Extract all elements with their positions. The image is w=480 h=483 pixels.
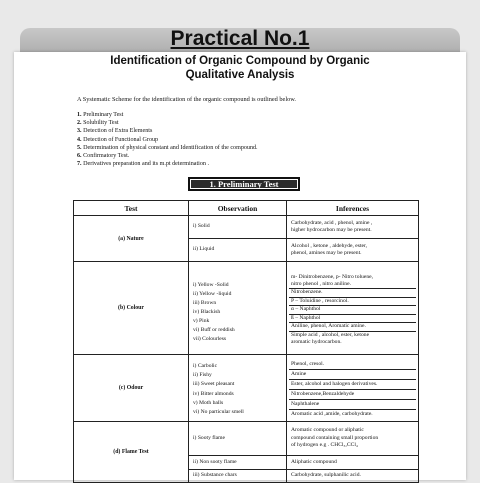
table-header-row <box>74 201 419 216</box>
table-row <box>74 422 419 456</box>
inference-cell: Aromatic compound or aliphatic compound containing small proportion of hydrogen e.g . CHCl₃,CCl₄ <box>287 422 419 456</box>
table-row <box>74 355 419 422</box>
observation-cell: ii) Non sooty flame <box>189 456 287 469</box>
page-title: Practical No.1 <box>170 27 310 50</box>
step-item: 2. Solubility Test <box>77 120 119 127</box>
step-item: 3. Detection of Extra Elements <box>77 128 153 135</box>
header-test: Test <box>74 201 189 216</box>
section-heading-box <box>188 177 300 191</box>
table-row <box>74 216 419 239</box>
inference-cell: Aliphatic compound <box>287 456 419 469</box>
page-subtitle: Identification of Organic Compound by Organic Qualitative Analysis <box>110 55 370 81</box>
inference-cell: Alcohol , ketone , aldehyde, ester, phenol, amines may be present. <box>287 239 419 262</box>
test-name: (b) Colour <box>74 262 189 355</box>
header-inferences: Inferences <box>287 201 419 216</box>
observation-cell: i) Sooty flame <box>189 422 287 456</box>
test-name: (d) Flame Test <box>74 422 189 483</box>
observation-cell: i) Solid <box>189 216 287 239</box>
inference-cell: Phenol, cresol. Amine Ester, alcohol and halogen derivatives. Nitrobenzene,Benzaldehyde Naphthalene Aromatic acid ,amide, carbohydrate. <box>287 355 419 422</box>
step-item: 5. Determination of physical constant and Identification of the compound. <box>77 144 258 151</box>
test-name: (c) Odour <box>74 355 189 422</box>
step-item: 4. Detection of Functional Group <box>77 136 159 143</box>
preliminary-test-table <box>73 200 419 483</box>
section-heading: 1. Preliminary Test <box>191 180 297 188</box>
inference-cell: Carbohydrate, acid , phenol, amine , higher hydrocarbon may be present. <box>287 216 419 239</box>
observation-cell: iii) Substance chars <box>189 469 287 482</box>
inference-cell: m- Dinitrobenzene, p- Nitro toluene, nitro phenol , nitro aniline. Nitrobenzene. P – Toluidine , resorcinol. α – Naphthol ß – Naphthol Aniline, phenol, Aromatic amine. Simple acid , alcohol, ester, ketone aromatic hydrocarbon. <box>287 262 419 355</box>
steps-list <box>77 111 258 168</box>
observation-cell: i) Yellow -Solid ii) Yellow -liquid iii) Brown iv) Blackish v) Pink vi) Buff or reddish vii) Colourless <box>189 262 287 355</box>
observation-cell: i) Carbolic ii) Fishy iii) Sweet pleasant iv) Bitter almonds v) Moth balls vi) No particular smell <box>189 355 287 422</box>
step-item: 1. Preliminary Test <box>77 112 124 118</box>
test-name: (a) Nature <box>74 216 189 262</box>
step-item: 6. Confirmatory Test. <box>77 153 130 160</box>
inference-cell: Carbohydrate, sulphanilic acid. <box>287 469 419 482</box>
table-row <box>74 262 419 355</box>
step-item: 7. Derivatives preparation and its m.pt determination . <box>77 161 210 168</box>
observation-cell: ii) Liquid <box>189 239 287 262</box>
intro-text: A Systematic Scheme for the identification of the organic compound is outlined below. <box>77 96 296 103</box>
header-observation: Observation <box>189 201 287 216</box>
